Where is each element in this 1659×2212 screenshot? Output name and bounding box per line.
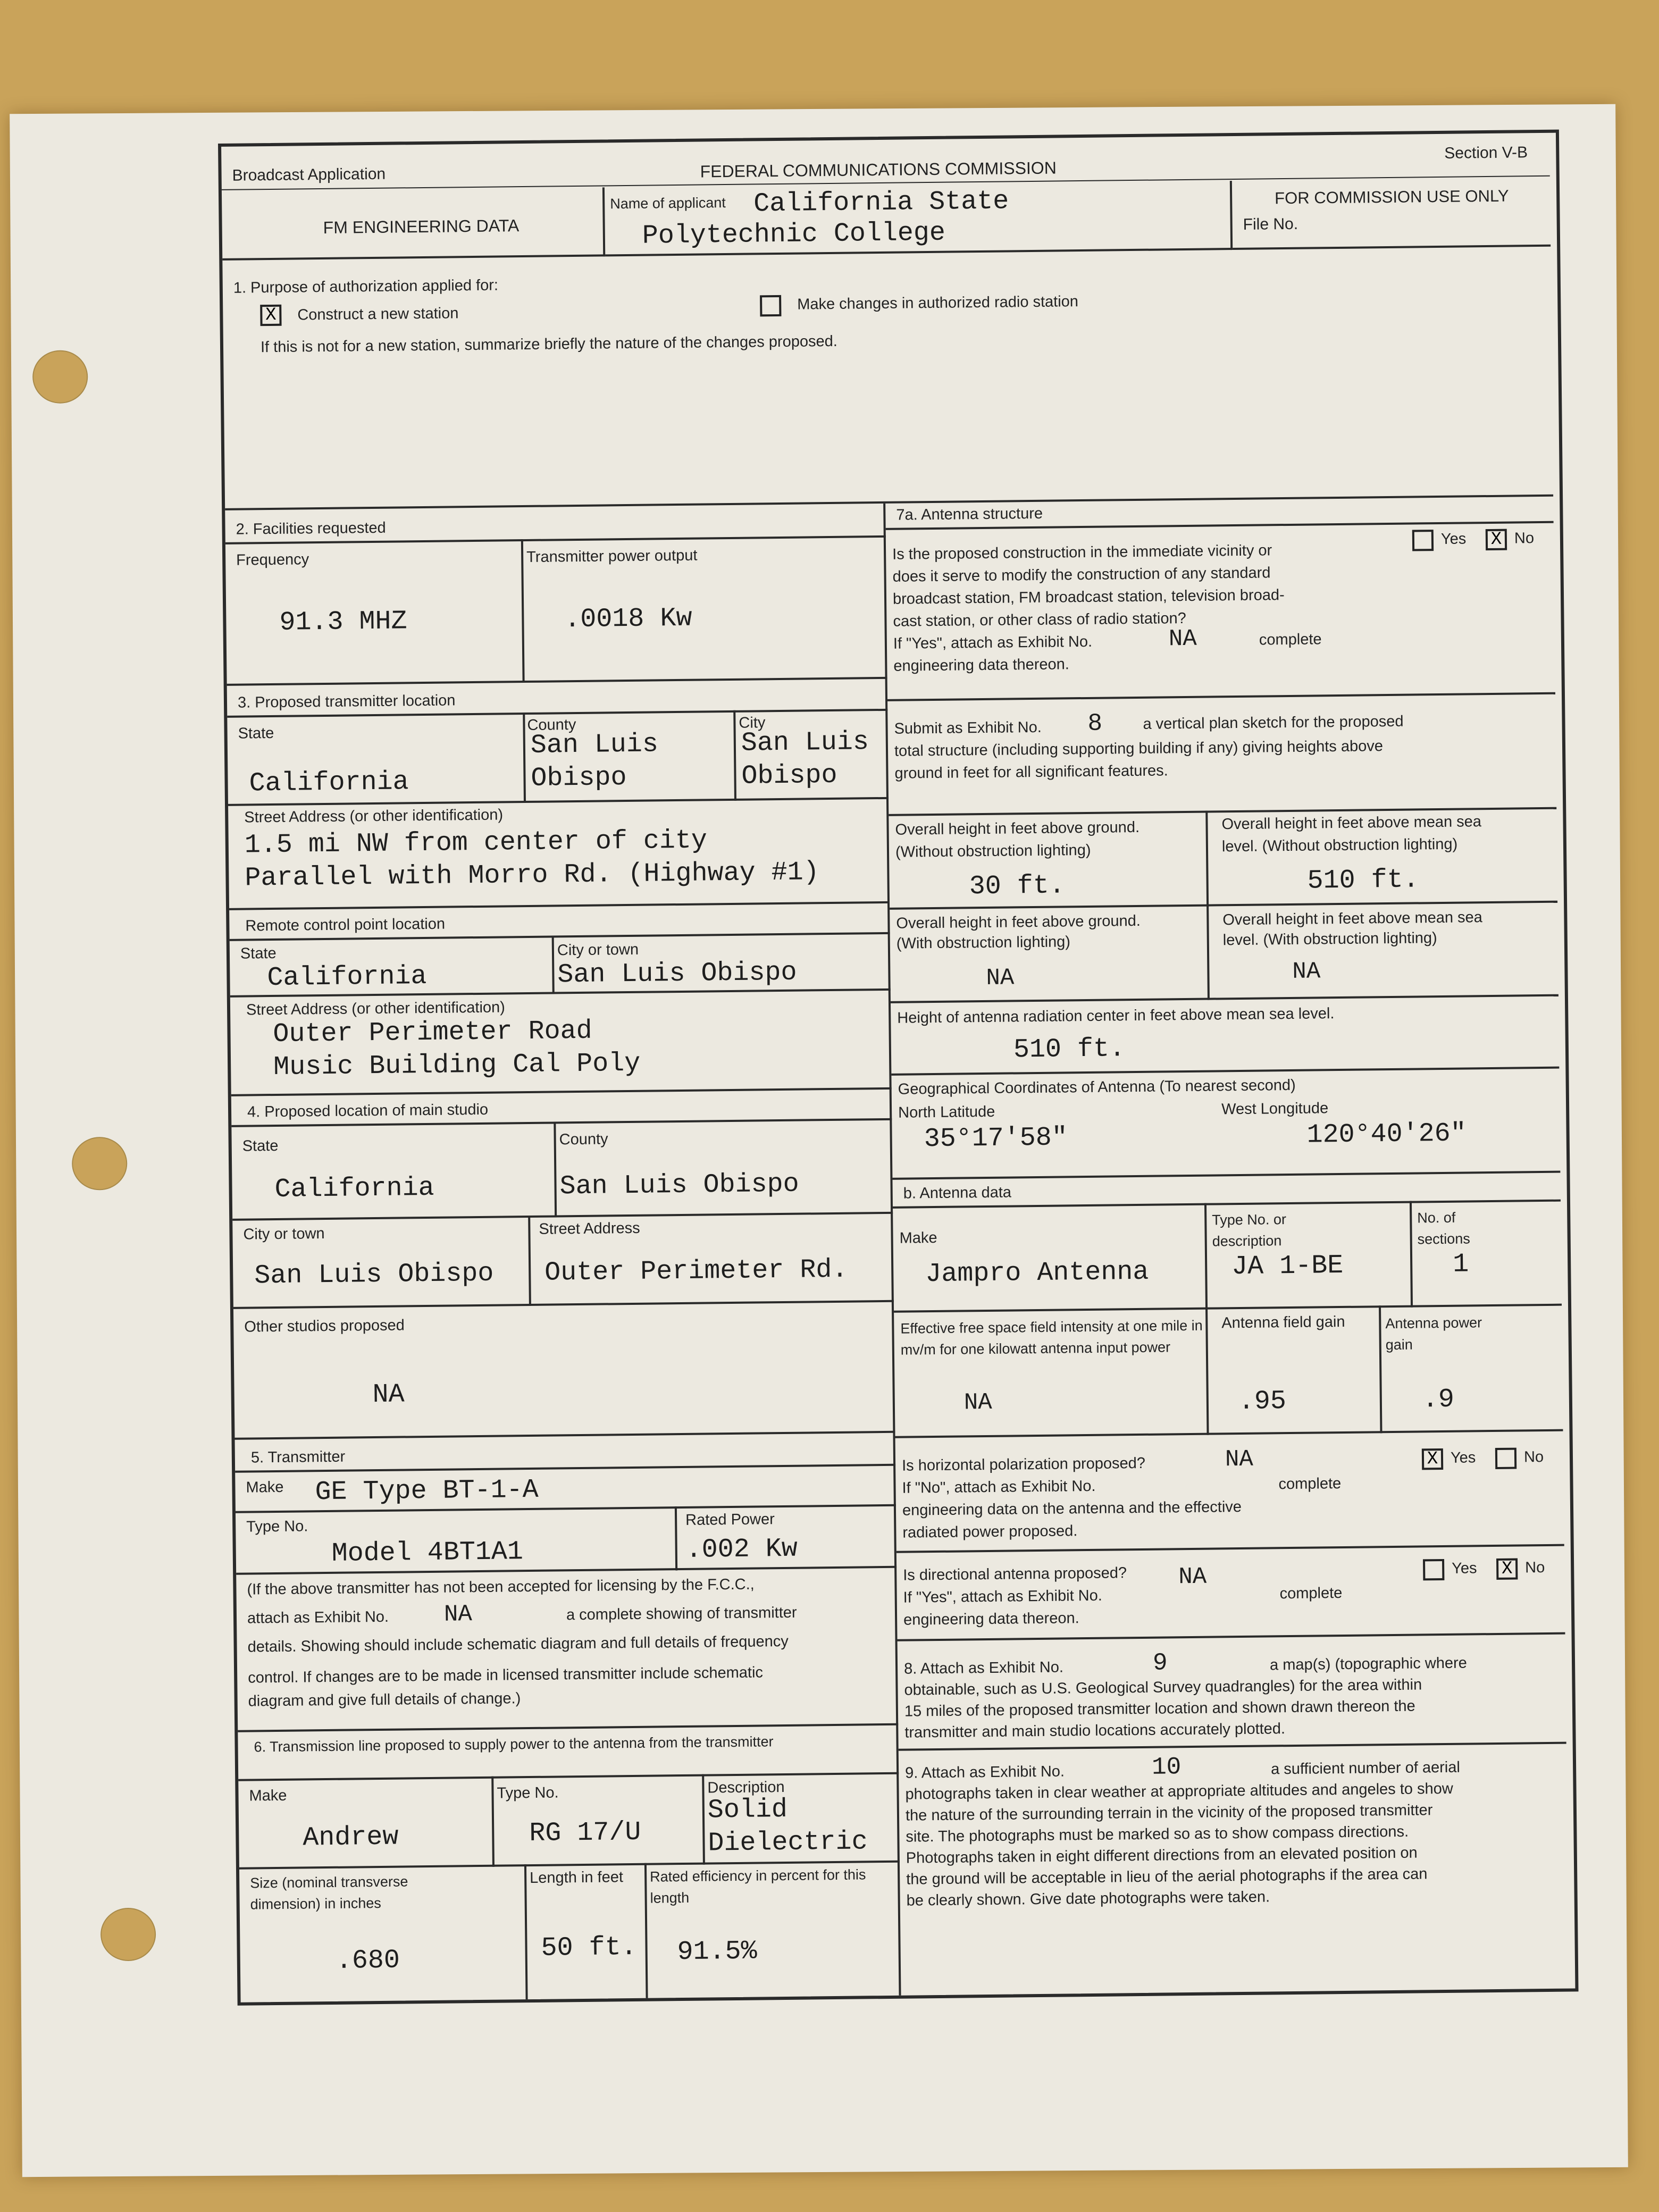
vicinity-no-label: No <box>1514 530 1535 547</box>
transmitter-note-2a: attach as Exhibit No. <box>247 1608 389 1627</box>
maps-exhibit: 9 <box>1152 1649 1168 1677</box>
applicant-name-line2: Polytechnic College <box>642 217 946 252</box>
vicinity-cell <box>886 521 1555 701</box>
punch-hole <box>100 1908 156 1962</box>
photos-text-3: the nature of the surrounding terrain in the vicinity of the proposed transmitter <box>905 1802 1433 1824</box>
line-desc-label: Description <box>707 1779 785 1797</box>
studio-state-label: State <box>242 1137 279 1155</box>
antenna-type-value: JA 1-BE <box>1231 1250 1344 1283</box>
line-make-label: Make <box>249 1787 287 1805</box>
agency-title: FEDERAL COMMUNICATIONS COMMISSION <box>700 158 1057 181</box>
directional-no-label: No <box>1525 1559 1545 1577</box>
remote-city-cell <box>552 932 891 994</box>
transmitter-note-3: details. Showing should include schematic diagram and full details of frequency <box>247 1632 789 1656</box>
transmitter-note-exhibit: NA <box>443 1601 473 1628</box>
horizontal-q-2b: complete <box>1278 1475 1342 1493</box>
maps-cell <box>898 1632 1566 1751</box>
radiation-center-label: Height of antenna radiation center in feet above mean sea level. <box>897 1005 1335 1027</box>
coordinates-cell <box>891 1067 1560 1180</box>
tx-street-line2: Parallel with Morro Rd. (Highway #1) <box>245 857 819 894</box>
field-gain-label: Antenna field gain <box>1221 1313 1345 1332</box>
field-intensity-label: Effective free space field intensity at one mile in mv/m for one kilowatt antenna input power <box>900 1317 1203 1358</box>
tx-county-cell <box>523 710 736 803</box>
purpose-title: 1. Purpose of authorization applied for: <box>233 276 499 297</box>
other-studios-value: NA <box>372 1379 405 1411</box>
remote-street-label: Street Address (or other identification) <box>246 999 506 1019</box>
sketch-cell <box>887 692 1556 816</box>
tx-street-line1: 1.5 mi NW from center of city <box>244 825 708 861</box>
sketch-exhibit: 8 <box>1087 709 1103 738</box>
horizontal-no-checkbox[interactable] <box>1495 1448 1516 1469</box>
photos-text-a: 9. Attach as Exhibit No. <box>904 1763 1065 1782</box>
radiation-center-value: 510 ft. <box>1013 1034 1126 1066</box>
power-gain-value: .9 <box>1422 1384 1455 1415</box>
line-type-cell <box>491 1774 705 1867</box>
frequency-cell <box>225 539 525 686</box>
file-no-label: File No. <box>1243 215 1298 233</box>
maps-text-4: transmitter and main studio locations accurately plotted. <box>904 1720 1286 1741</box>
height-ground-lit-label-1: Overall height in feet above ground. <box>896 912 1141 932</box>
remote-city-label: City or town <box>557 941 639 959</box>
tx-state-value: California <box>249 767 409 799</box>
photos-text-2: photographs taken in clear weather at appropriate altitudes and angeles to show <box>905 1780 1453 1803</box>
photos-text-6: the ground will be acceptable in lieu of the aerial photographs if the area can <box>906 1865 1428 1888</box>
radiation-center-cell <box>891 994 1559 1076</box>
remote-title: Remote control point location <box>245 915 446 935</box>
antenna-sections-cell <box>1410 1200 1562 1308</box>
field-intensity-value: NA <box>963 1389 992 1417</box>
line-desc-cell <box>702 1772 900 1865</box>
change-checkbox[interactable] <box>760 295 781 316</box>
transmitter-type-cell <box>236 1506 677 1575</box>
remote-street-cell <box>230 988 892 1096</box>
antenna-type-cell <box>1204 1201 1413 1310</box>
directional-no-checkbox[interactable]: X <box>1496 1559 1518 1580</box>
transmitter-note-4: control. If changes are to be made in licensed transmitter include schematic <box>248 1664 764 1687</box>
construct-checkbox[interactable]: X <box>260 305 281 326</box>
line-length-cell <box>524 1863 648 1999</box>
remote-street-line2: Music Building Cal Poly <box>273 1048 641 1083</box>
vicinity-yes-checkbox[interactable] <box>1412 530 1434 551</box>
line-desc-line1: Solid <box>707 1794 788 1826</box>
height-ground-value: 30 ft. <box>969 870 1066 902</box>
photos-text-7: be clearly shown. Give date photographs were taken. <box>906 1888 1270 1909</box>
applicant-name-line1: California State <box>753 186 1009 220</box>
antenna-make-cell <box>893 1203 1208 1313</box>
form-title-cell <box>222 187 605 261</box>
directional-q-3: engineering data thereon. <box>903 1610 1079 1629</box>
photos-text-5: Photographs taken in eight different directions from an elevated position on <box>906 1844 1418 1867</box>
maps-text-3: 15 miles of the proposed transmitter location and shown drawn thereon the <box>904 1697 1415 1720</box>
tx-county-line2: Obispo <box>531 763 627 794</box>
vicinity-q-5a: If "Yes", attach as Exhibit No. <box>893 633 1093 652</box>
tx-city-label: City <box>739 714 766 732</box>
studio-city-label: City or town <box>243 1225 325 1243</box>
height-sea-value: 510 ft. <box>1307 865 1419 896</box>
line-desc-line2: Dielectric <box>708 1826 868 1859</box>
latitude-value: 35°17'58" <box>924 1122 1068 1155</box>
fm-engineering-form <box>218 130 1579 2006</box>
remote-state-label: State <box>240 944 276 962</box>
height-ground-lit-label-2: (With obstruction lighting) <box>896 933 1071 952</box>
latitude-label: North Latitude <box>898 1103 995 1121</box>
directional-q-2a: If "Yes", attach as Exhibit No. <box>903 1587 1103 1606</box>
vicinity-q-6: engineering data thereon. <box>893 656 1070 675</box>
studio-state-cell <box>231 1121 557 1220</box>
horizontal-na: NA <box>1225 1446 1254 1473</box>
field-gain-cell <box>1205 1305 1382 1435</box>
transmitter-note-1: (If the above transmitter has not been accepted for licensing by the F.C.C., <box>247 1576 755 1598</box>
horizontal-q-4: radiated power proposed. <box>902 1522 1078 1541</box>
antenna-data-title: b. Antenna data <box>903 1184 1012 1202</box>
sketch-text-1a: Submit as Exhibit No. <box>894 718 1042 738</box>
remote-city-value: San Luis Obispo <box>557 957 797 991</box>
transmitter-note-5: diagram and give full details of change.) <box>248 1690 521 1710</box>
directional-yes-checkbox[interactable] <box>1423 1559 1444 1580</box>
structure-title: 7a. Antenna structure <box>896 505 1043 524</box>
line-type-value: RG 17/U <box>529 1817 641 1849</box>
field-intensity-cell <box>894 1308 1209 1438</box>
line-type-label: Type No. <box>497 1784 559 1802</box>
construct-label: Construct a new station <box>297 305 459 324</box>
tx-city-line1: San Luis <box>741 727 869 759</box>
remote-state-cell <box>230 935 555 997</box>
power-gain-cell <box>1379 1304 1563 1434</box>
field-gain-value: .95 <box>1238 1386 1287 1418</box>
tx-county-line1: San Luis <box>530 729 659 761</box>
directional-yes-label: Yes <box>1452 1560 1477 1577</box>
photos-cell <box>899 1742 1569 1996</box>
vicinity-exhibit: NA <box>1168 625 1197 653</box>
studio-street-value: Outer Perimeter Rd. <box>544 1254 848 1288</box>
studio-street-label: Street Address <box>539 1219 640 1238</box>
height-ground-lit-value: NA <box>986 965 1015 992</box>
horizontal-yes-label: Yes <box>1450 1449 1476 1467</box>
power-value: .0018 Kw <box>564 603 692 635</box>
height-sea-label-2: level. (Without obstruction lighting) <box>1221 835 1458 856</box>
tx-state-label: State <box>238 724 274 742</box>
punch-hole <box>32 350 88 404</box>
horizontal-q-2a: If "No", attach as Exhibit No. <box>902 1477 1096 1497</box>
height-sea-lit-value: NA <box>1292 958 1321 985</box>
directional-q-1: Is directional antenna proposed? <box>903 1564 1127 1584</box>
line-length-value: 50 ft. <box>541 1932 637 1964</box>
studio-city-cell <box>232 1216 531 1309</box>
frequency-label: Frequency <box>236 551 309 569</box>
studio-county-cell <box>554 1118 893 1218</box>
studio-city-value: San Luis Obispo <box>254 1258 494 1292</box>
height-sea-label-1: Overall height in feet above mean sea <box>1221 813 1482 833</box>
purpose-section <box>222 247 1553 510</box>
sketch-text-1b: a vertical plan sketch for the proposed <box>1143 713 1404 733</box>
vicinity-q-4: cast station, or other class of radio station? <box>893 609 1186 630</box>
commission-use-cell <box>1232 178 1551 250</box>
transmitter-type-value: Model 4BT1A1 <box>331 1537 524 1569</box>
height-ground-label-1: Overall height in feet above ground. <box>895 818 1140 839</box>
directional-q-2b: complete <box>1279 1585 1343 1603</box>
tx-state-cell <box>227 713 526 806</box>
vicinity-q-2: does it serve to modify the construction of any standard <box>892 564 1271 585</box>
commission-use-label: FOR COMMISSION USE ONLY <box>1275 186 1509 208</box>
horizontal-polarization-cell <box>895 1429 1564 1553</box>
line-efficiency-cell <box>644 1861 901 1998</box>
height-sea-lit-label-2: level. (With obstruction lighting) <box>1222 929 1437 949</box>
photos-text-b: a sufficient number of aerial <box>1270 1758 1460 1778</box>
height-ground-lit-cell <box>890 904 1210 1003</box>
remote-street-line1: Outer Perimeter Road <box>273 1016 592 1050</box>
transmitter-location-title: 3. Proposed transmitter location <box>237 692 456 711</box>
frequency-value: 91.3 MHZ <box>279 606 407 638</box>
tx-county-label: County <box>527 716 576 734</box>
vicinity-yes-label: Yes <box>1440 530 1467 548</box>
height-sea-lit-cell <box>1206 901 1559 1000</box>
longitude-label: West Longitude <box>1221 1100 1329 1118</box>
antenna-make-label: Make <box>899 1229 937 1247</box>
applicant-label: Name of applicant <box>610 195 726 212</box>
photos-text-4: site. The photographs must be marked so as to show compass directions. <box>906 1823 1409 1846</box>
rated-power-value: .002 Kw <box>685 1534 798 1565</box>
line-size-value: .680 <box>336 1945 400 1976</box>
vicinity-q-3: broadcast station, FM broadcast station, television broad- <box>892 586 1285 608</box>
summary-prompt: If this is not for a new station, summarize briefly the nature of the changes proposed. <box>260 332 837 356</box>
tx-street-cell <box>228 797 890 910</box>
facilities-title: 2. Facilities requested <box>236 519 386 538</box>
line-make-value: Andrew <box>303 1822 399 1854</box>
rated-power-cell <box>675 1504 896 1570</box>
maps-text-2: obtainable, such as U.S. Geological Survey quadrangles) for the area within <box>904 1676 1422 1699</box>
height-ground-cell <box>889 811 1209 910</box>
line-title: 6. Transmission line proposed to supply power to the antenna from the transmitter <box>254 1733 774 1755</box>
studio-title: 4. Proposed location of main studio <box>247 1101 489 1121</box>
power-cell <box>521 535 887 683</box>
line-efficiency-value: 91.5% <box>677 1936 757 1968</box>
directional-na: NA <box>1178 1563 1207 1591</box>
change-label: Make changes in authorized radio station <box>797 293 1079 313</box>
vicinity-q-1: Is the proposed construction in the immediate vicinity or <box>892 542 1272 563</box>
horizontal-q-1: Is horizontal polarization proposed? <box>901 1454 1146 1474</box>
horizontal-yes-checkbox[interactable]: X <box>1422 1448 1443 1470</box>
line-size-label: Size (nominal transverse dimension) in inches <box>250 1873 408 1913</box>
line-length-label: Length in feet <box>530 1869 624 1887</box>
applicant-cell <box>605 181 1233 256</box>
horizontal-q-3: engineering data on the antenna and the effective <box>902 1498 1242 1519</box>
section-label: Section V-B <box>1444 144 1528 162</box>
transmitter-note-cell <box>236 1566 898 1732</box>
longitude-value: 120°40'26" <box>1306 1118 1467 1151</box>
line-make-cell <box>238 1777 495 1870</box>
tx-city-cell <box>733 709 889 801</box>
studio-state-value: California <box>274 1172 434 1205</box>
antenna-type-label: Type No. or description <box>1212 1211 1287 1250</box>
line-efficiency-label: Rated efficiency in percent for this length <box>650 1866 866 1906</box>
punch-hole <box>72 1137 128 1191</box>
sketch-text-2: total structure (including supporting building if any) giving heights above <box>894 738 1384 760</box>
rated-power-label: Rated Power <box>685 1511 775 1529</box>
line-size-cell <box>239 1864 528 2002</box>
studio-county-label: County <box>559 1130 608 1149</box>
transmitter-title: 5. Transmitter <box>250 1448 346 1467</box>
transmitter-note-2b: a complete showing of transmitter <box>566 1604 797 1624</box>
studio-county-value: San Luis Obispo <box>559 1169 799 1202</box>
height-sea-lit-label-1: Overall height in feet above mean sea <box>1222 909 1483 929</box>
power-label: Transmitter power output <box>526 547 698 566</box>
studio-street-cell <box>528 1212 894 1306</box>
other-studios-cell <box>233 1300 895 1440</box>
antenna-make-value: Jampro Antenna <box>925 1256 1149 1290</box>
sketch-text-3: ground in feet for all significant features. <box>894 762 1168 782</box>
transmitter-type-label: Type No. <box>246 1518 308 1536</box>
maps-text-b: a map(s) (topographic where <box>1269 1654 1467 1674</box>
broadcast-application-label: Broadcast Application <box>232 165 386 185</box>
coordinates-label: Geographical Coordinates of Antenna (To nearest second) <box>898 1076 1296 1098</box>
transmitter-make-label: Make <box>246 1478 284 1496</box>
tx-city-line2: Obispo <box>741 760 837 792</box>
tx-street-label: Street Address (or other identification) <box>244 806 504 826</box>
power-gain-label: Antenna power gain <box>1385 1314 1482 1353</box>
antenna-sections-value: 1 <box>1452 1249 1469 1280</box>
height-sea-cell <box>1205 807 1557 907</box>
vicinity-q-5b: complete <box>1259 631 1322 649</box>
photos-exhibit: 10 <box>1151 1753 1182 1781</box>
height-ground-label-2: (Without obstruction lighting) <box>895 841 1091 861</box>
antenna-sections-label: No. of sections <box>1417 1209 1470 1247</box>
directional-antenna-cell <box>896 1544 1565 1641</box>
horizontal-no-label: No <box>1523 1448 1544 1466</box>
remote-state-value: California <box>267 961 427 994</box>
form-title: FM ENGINEERING DATA <box>323 216 520 237</box>
vicinity-no-checkbox[interactable]: X <box>1486 529 1507 550</box>
other-studios-label: Other studios proposed <box>244 1317 405 1336</box>
transmitter-make-value: GE Type BT-1-A <box>315 1474 539 1508</box>
maps-text-a: 8. Attach as Exhibit No. <box>903 1658 1064 1678</box>
